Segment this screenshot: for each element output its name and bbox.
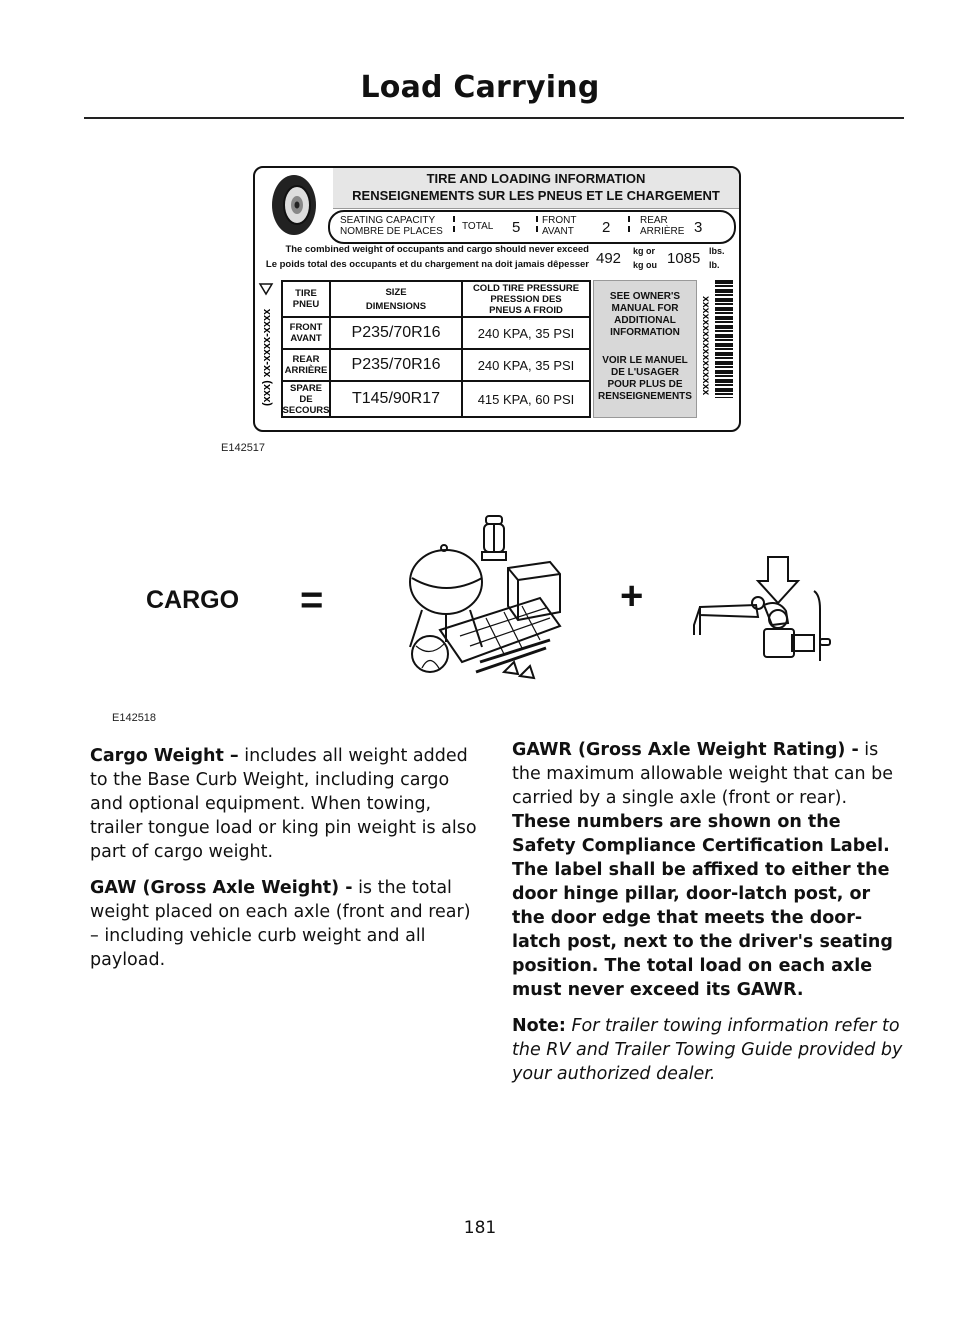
kg-unit-fr: kg ou	[633, 260, 657, 270]
tire-pressure-table	[281, 280, 591, 418]
seating-capacity-bar	[328, 210, 736, 244]
front-label-fr: AVANT	[542, 226, 574, 237]
weight-warning-en: The combined weight of occupants and cargo should never exceed	[285, 244, 589, 255]
note-term: Note:	[512, 1016, 566, 1036]
head-pressure: COLD TIRE PRESSURE PRESSION DES PNEUS A FROID	[461, 280, 591, 318]
row-spare-label: SPARE DE SECOURS	[281, 380, 331, 418]
gawr-term: GAWR (Gross Axle Weight Rating) -	[512, 740, 859, 760]
tire-loading-label	[253, 166, 741, 432]
barcode-number-text: xxxxxxxxxxxxxxxxx	[700, 296, 712, 396]
gawr-paragraph	[512, 738, 904, 1002]
seating-label-fr: NOMBRE DE PLACES	[340, 226, 443, 237]
kg-unit-en: kg or	[633, 246, 656, 256]
see-manual-box: SEE OWNER'S MANUAL FOR ADDITIONAL INFORMATION VOIR LE MANUEL DE L'USAGER POUR PLUS DE RENSEIGNEMENTS	[593, 280, 697, 418]
page-number: 181	[463, 1218, 497, 1238]
label-header	[333, 168, 739, 209]
gaw-paragraph	[90, 876, 482, 972]
gaw-definition: is the total weight placed on each axle (front and rear) – including vehicle curb weight and all payload.	[90, 878, 471, 970]
barcode-icon	[715, 280, 733, 398]
equals-sign: =	[300, 578, 324, 622]
lbs-unit-en: lbs.	[709, 246, 725, 256]
total-label: TOTAL	[462, 221, 494, 232]
cargo-weight-definition: includes all weight added to the Base Curb Weight, including cargo and optional equipment. When towing, trailer tongue load or king pin weight is also part of cargo weight.	[90, 746, 477, 862]
cargo-weight-paragraph	[90, 744, 482, 864]
text-column-right	[512, 738, 904, 1098]
cargo-gear-illustration	[400, 512, 570, 682]
max-weight-lbs: 1085	[667, 250, 701, 267]
seating-label-en: SEATING CAPACITY	[340, 215, 436, 226]
max-weight-kg: 492	[596, 250, 622, 267]
cargo-weight-term: Cargo Weight –	[90, 746, 239, 766]
barcode-number	[699, 294, 713, 406]
header-divider	[84, 117, 904, 119]
rear-seats-value: 3	[694, 219, 703, 236]
vertical-part-code	[257, 280, 275, 410]
gaw-term: GAW (Gross Axle Weight) -	[90, 878, 353, 898]
spare-tire-size: T145/90R17	[329, 380, 463, 418]
page-title: Load Carrying	[360, 70, 600, 105]
cargo-word: CARGO	[146, 586, 240, 614]
row-front-label: FRONT AVANT	[281, 316, 331, 350]
plus-sign: +	[620, 574, 644, 618]
rear-tire-pressure: 240 KPA, 35 PSI	[461, 348, 591, 382]
gawr-label-location: These numbers are shown on the Safety Compliance Certification Label. The label shall be affixed to either the door hinge pillar, door-latch post, or the door edge that meets the door-latch post, next to the driver's seating position. The total load on each axle must never exceed its GAWR.	[512, 812, 893, 1000]
figure-id-tire-label: E142517	[221, 442, 266, 454]
front-tire-pressure: 240 KPA, 35 PSI	[461, 316, 591, 350]
text-column-left	[90, 744, 482, 984]
figure-id-cargo: E142518	[112, 712, 157, 724]
label-title-fr: RENSEIGNEMENTS SUR LES PNEUS ET LE CHARGEMENT	[352, 188, 720, 203]
weight-warning-fr: Le poids total des occupants et du chargement na doit jamais dêpesser	[265, 259, 589, 270]
head-tire: TIRE PNEU	[281, 280, 331, 318]
row-rear-label: REAR ARRIÈRE	[281, 348, 331, 382]
spare-tire-pressure: 415 KPA, 60 PSI	[461, 380, 591, 418]
head-size: SIZE DIMENSIONS	[329, 280, 463, 318]
trailer-hitch-illustration	[692, 555, 838, 665]
front-tire-size: P235/70R16	[329, 316, 463, 350]
note-text: For trailer towing information refer to the RV and Trailer Towing Guide provided by your authorized dealer.	[512, 1016, 903, 1084]
tire-icon	[264, 172, 324, 238]
lbs-unit-fr: lb.	[709, 260, 720, 270]
label-title-en: TIRE AND LOADING INFORMATION	[426, 171, 646, 186]
rear-label-fr: ARRIÈRE	[640, 226, 685, 237]
total-seats-value: 5	[512, 219, 521, 236]
front-label-en: FRONT	[542, 215, 577, 226]
gawr-definition: is the maximum allowable weight that can be carried by a single axle (front or rear).	[512, 740, 894, 808]
note-paragraph	[512, 1014, 904, 1086]
vertical-code-text: (xxx) xx-xxxx-xxxx	[261, 308, 273, 406]
front-seats-value: 2	[602, 219, 611, 236]
rear-tire-size: P235/70R16	[329, 348, 463, 382]
rear-label-en: REAR	[640, 215, 668, 226]
